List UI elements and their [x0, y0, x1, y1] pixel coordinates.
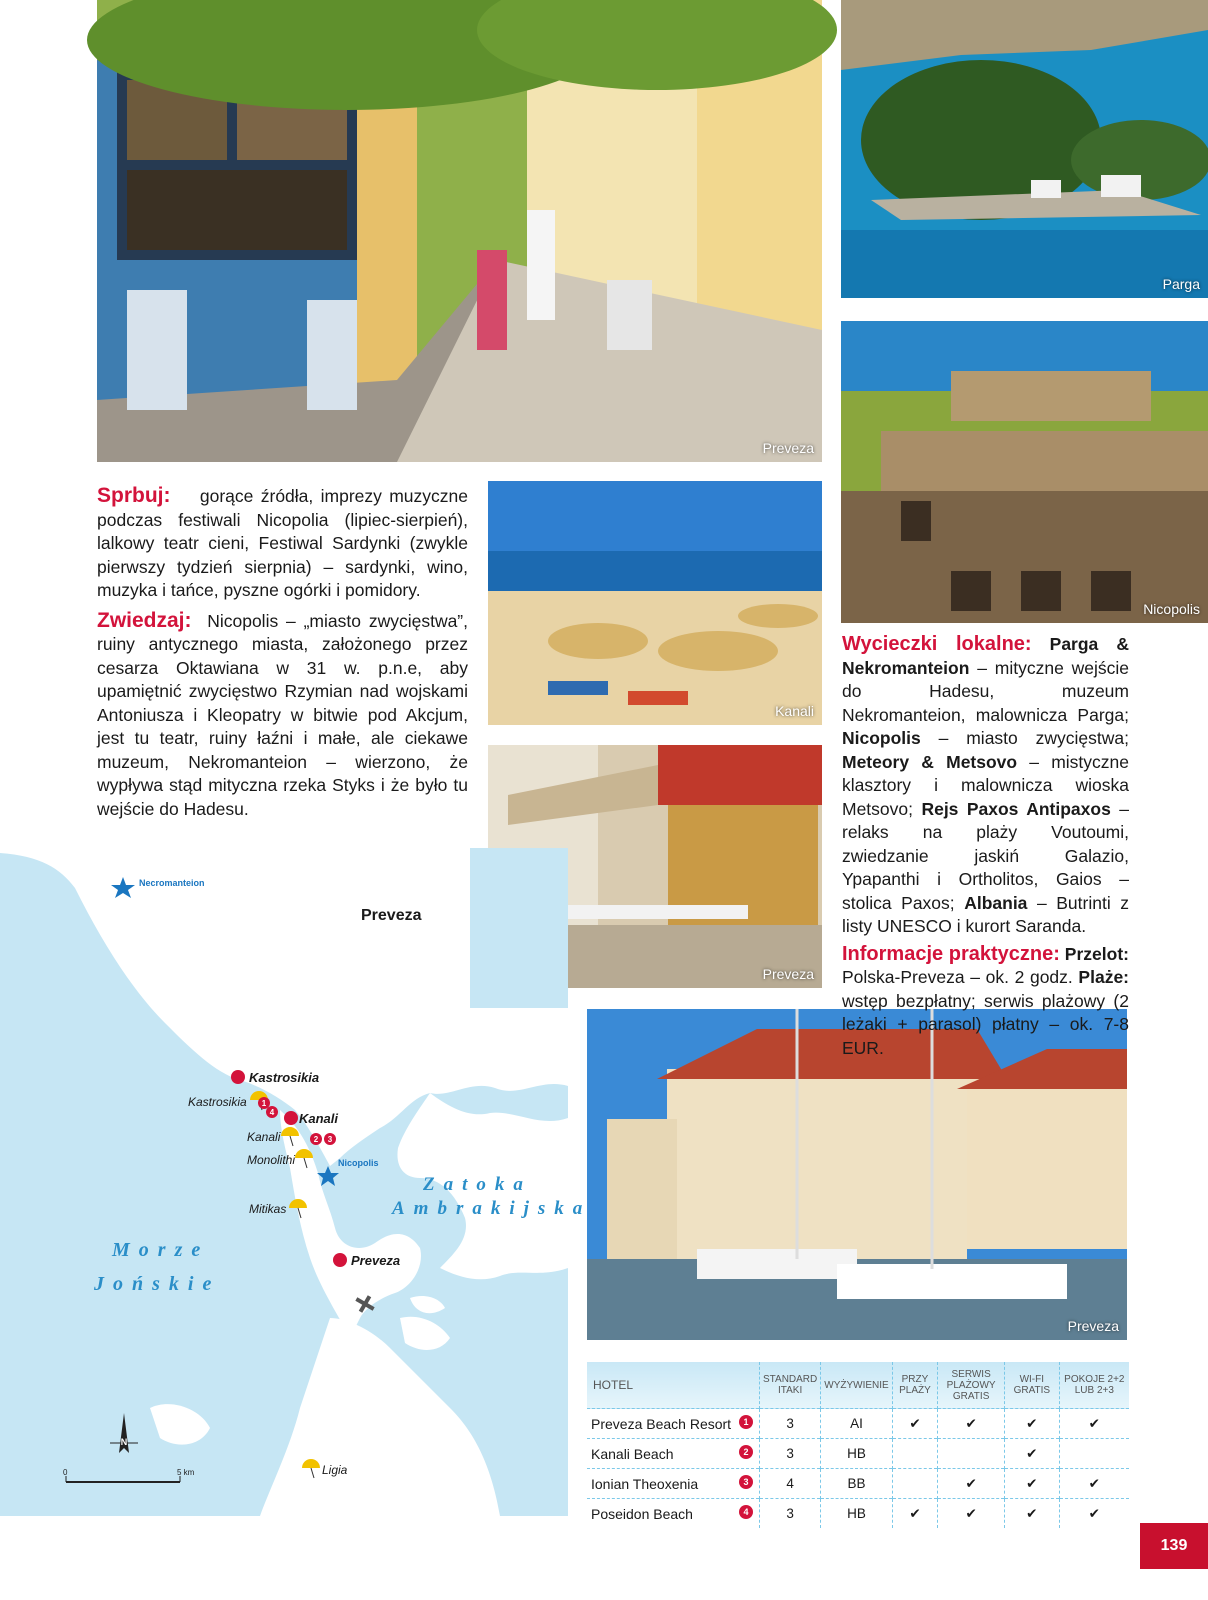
- rooms-cell: ✔: [1059, 1499, 1129, 1529]
- paragraph-info: [842, 943, 1129, 1061]
- table-row: [587, 1499, 1129, 1529]
- beach-cell: ✔: [892, 1409, 938, 1439]
- header-wifi: WI-FI GRATIS: [1004, 1362, 1059, 1409]
- map-label-necromanteion: Necromanteion: [139, 878, 205, 888]
- trip-parga: Parga & Nekromanteion: [842, 634, 1129, 678]
- header-service: SERWIS PLAŻOWY GRATIS: [938, 1362, 1005, 1409]
- hotel-name: Kanali Beach: [591, 1445, 674, 1462]
- map-label-kastrosikia: Kastrosikia: [249, 1070, 320, 1085]
- photo-caption: Preveza: [762, 966, 814, 982]
- standard-cell: 3: [759, 1409, 820, 1439]
- map-label-sea-1: Morze: [112, 1239, 210, 1261]
- beach-cell: ✔: [892, 1499, 938, 1529]
- hotel-number-badge: 1: [739, 1415, 753, 1429]
- map-svg: [0, 848, 592, 1516]
- map-label-gulf-1: Zatoka: [423, 1174, 532, 1195]
- hotel-marker-1-label: 1: [261, 1099, 267, 1108]
- hotel-name-cell: [587, 1439, 759, 1469]
- town-dot-kastrosikia: [231, 1070, 245, 1084]
- photo-caption: Nicopolis: [1143, 601, 1200, 617]
- hotel-marker-4-label: 4: [269, 1108, 275, 1117]
- town-dot-kanali: [284, 1111, 298, 1125]
- hotel-name: Preveza Beach Resort: [591, 1415, 732, 1432]
- trip-albania-desc: – Butrinti z listy UNESCO i kurort Saranda.: [842, 892, 1129, 936]
- photo-caption: Preveza: [762, 440, 814, 456]
- street-illustration: [97, 0, 822, 462]
- rooms-cell: [1059, 1439, 1129, 1469]
- standard-cell: 4: [759, 1469, 820, 1499]
- header-food: WYŻYWIENIE: [821, 1362, 892, 1409]
- table-row: [587, 1409, 1129, 1439]
- trip-paxos-desc: – relaks na plaży Voutoumi, zwiedzanie jaskiń Galazio, Ypapanthi i Ortholitos, Gaios – stolica Paxos;: [842, 798, 1129, 913]
- heading-info: Informacje praktyczne:: [842, 942, 1060, 965]
- table-row: [587, 1439, 1129, 1469]
- compass-north-label: N: [120, 1437, 128, 1447]
- beach-cell: [892, 1439, 938, 1469]
- hotel-marker-2-label: 2: [313, 1135, 319, 1144]
- beach-illustration: [488, 481, 822, 725]
- hotel-name-cell: [587, 1469, 759, 1499]
- wifi-cell: ✔: [1004, 1499, 1059, 1529]
- rooms-cell: ✔: [1059, 1469, 1129, 1499]
- hotel-name-cell: [587, 1499, 759, 1529]
- header-hotel: HOTEL: [587, 1362, 759, 1409]
- standard-cell: 3: [759, 1499, 820, 1529]
- map-label-kanali: Kanali: [299, 1111, 339, 1126]
- trip-albania: Albania: [964, 892, 1028, 913]
- wifi-cell: ✔: [1004, 1469, 1059, 1499]
- hotel-number-badge: 3: [739, 1475, 753, 1489]
- photo-nicopolis: [841, 321, 1208, 623]
- trip-nicopolis-desc: – miasto zwycięstwa;: [920, 728, 1129, 748]
- header-standard: STANDARD ITAKI: [759, 1362, 820, 1409]
- hotel-name-cell: [587, 1409, 759, 1439]
- table-row: [587, 1469, 1129, 1499]
- info-beach: wstęp bezpłatny; serwis plażowy (2 leżaki + parasol) płatny – ok. 7-8 EUR.: [842, 990, 1129, 1058]
- service-cell: ✔: [938, 1409, 1005, 1439]
- hotel-table: [587, 1362, 1129, 1528]
- wifi-cell: ✔: [1004, 1409, 1059, 1439]
- trip-meteory: Meteory & Metsovo: [842, 751, 1018, 772]
- food-cell: AI: [821, 1409, 892, 1439]
- standard-cell: 3: [759, 1439, 820, 1469]
- scale-start-label: 0: [63, 1468, 68, 1477]
- paragraph-zwiedzaj: [97, 609, 468, 822]
- trip-paxos: Rejs Paxos Antipaxos: [921, 798, 1111, 819]
- heading-wycieczki: Wycieczki lokalne:: [842, 633, 1032, 655]
- map-label-nicopolis: Nicopolis: [338, 1158, 379, 1168]
- info-beach-label: Plaże:: [1078, 967, 1129, 987]
- map-label-kastrosikia-beach: Kastrosikia: [188, 1095, 247, 1109]
- photo-caption: Parga: [1162, 276, 1200, 292]
- heading-sprobuj: Sprbuj:: [97, 484, 171, 507]
- heading-zwiedzaj: Zwiedzaj:: [97, 608, 192, 632]
- map-label-monolithi: Monolithi: [247, 1153, 296, 1167]
- hotel-number-badge: 2: [739, 1445, 753, 1459]
- photo-parga: [841, 0, 1208, 298]
- map-label-mitikas: Mitikas: [249, 1202, 287, 1216]
- photo-preveza-street: [97, 0, 822, 462]
- food-cell: HB: [821, 1439, 892, 1469]
- map-label-kanali-beach: Kanali: [247, 1130, 281, 1144]
- rooms-cell: ✔: [1059, 1409, 1129, 1439]
- info-flight: Polska-Preveza – ok. 2 godz.: [842, 967, 1079, 987]
- trip-nicopolis: Nicopolis: [842, 728, 921, 748]
- header-beach: PRZY PLAŻY: [892, 1362, 938, 1409]
- map-label-preveza: Preveza: [351, 1253, 401, 1268]
- info-flight-label: Przelot:: [1064, 943, 1129, 964]
- hotel-name: Poseidon Beach: [591, 1505, 693, 1522]
- trip-parga-desc: – mityczne wejście do Hadesu, muzeum Nekromanteion, malownicza Parga;: [842, 657, 1129, 725]
- header-rooms: POKOJE 2+2 LUB 2+3: [1059, 1362, 1129, 1409]
- food-cell: HB: [821, 1499, 892, 1529]
- text-column-right: [842, 633, 1129, 1060]
- trip-meteory-desc: – mistyczne klasztory i malownicza wioska Metsovo;: [842, 751, 1130, 819]
- map-label-gulf-2: Ambrakijska: [392, 1198, 592, 1219]
- nicopolis-illustration: [841, 321, 1208, 623]
- hotel-name: Ionian Theoxenia: [591, 1475, 699, 1492]
- map-preveza-region: [0, 848, 592, 1516]
- parga-illustration: [841, 0, 1208, 298]
- service-cell: ✔: [938, 1499, 1005, 1529]
- town-dot-preveza: [333, 1253, 347, 1267]
- paragraph-wycieczki: [842, 633, 1129, 939]
- zwiedzaj-body: Nicopolis – „miasto zwycięstwa”, ruiny antycznego miasta, założonego przez cesarza Oktawiana w 31 w. p.n.e, aby upamiętnić zwycięstwo Rzymian nad wojskami Antoniusza i Kleopatry w bitwie pod Akcjum, jest tu teatr, ruiny łaźni i małe, ale ciekawe muzeum, Nekromanteion – wierzono, że wypływa stąd mityczna rzeka Styks i że było tu wejście do Hadesu.: [97, 610, 468, 819]
- service-cell: [938, 1439, 1005, 1469]
- paragraph-sprobuj: [97, 484, 468, 603]
- map-label-preveza-region: Preveza: [361, 907, 422, 924]
- wifi-cell: ✔: [1004, 1439, 1059, 1469]
- photo-kanali-beach: [488, 481, 822, 725]
- page-number: 139: [1140, 1523, 1208, 1569]
- photo-caption: Kanali: [775, 703, 814, 719]
- scale-end-label: 5 km: [177, 1468, 195, 1477]
- beach-cell: [892, 1469, 938, 1499]
- hotel-number-badge: 4: [739, 1505, 753, 1519]
- map-label-ligia: Ligia: [322, 1463, 348, 1477]
- service-cell: ✔: [938, 1469, 1005, 1499]
- hotel-marker-3-label: 3: [327, 1135, 333, 1144]
- photo-caption: Preveza: [1067, 1318, 1119, 1334]
- sprobuj-body: gorące źródła, imprezy muzyczne podczas festiwali Nicopolia (lipiec-sierpień), lalkowy teatr cieni, Festiwal Sardynki (zwykle pierwszy tydzień sierpnia) – sardynki, wino, muzyka i tańce, pyszne ogórki i pomidory.: [97, 486, 468, 600]
- food-cell: BB: [821, 1469, 892, 1499]
- text-column-left: [97, 484, 468, 821]
- map-label-sea-2: Jońskie: [94, 1273, 221, 1295]
- table-header-row: [587, 1362, 1129, 1409]
